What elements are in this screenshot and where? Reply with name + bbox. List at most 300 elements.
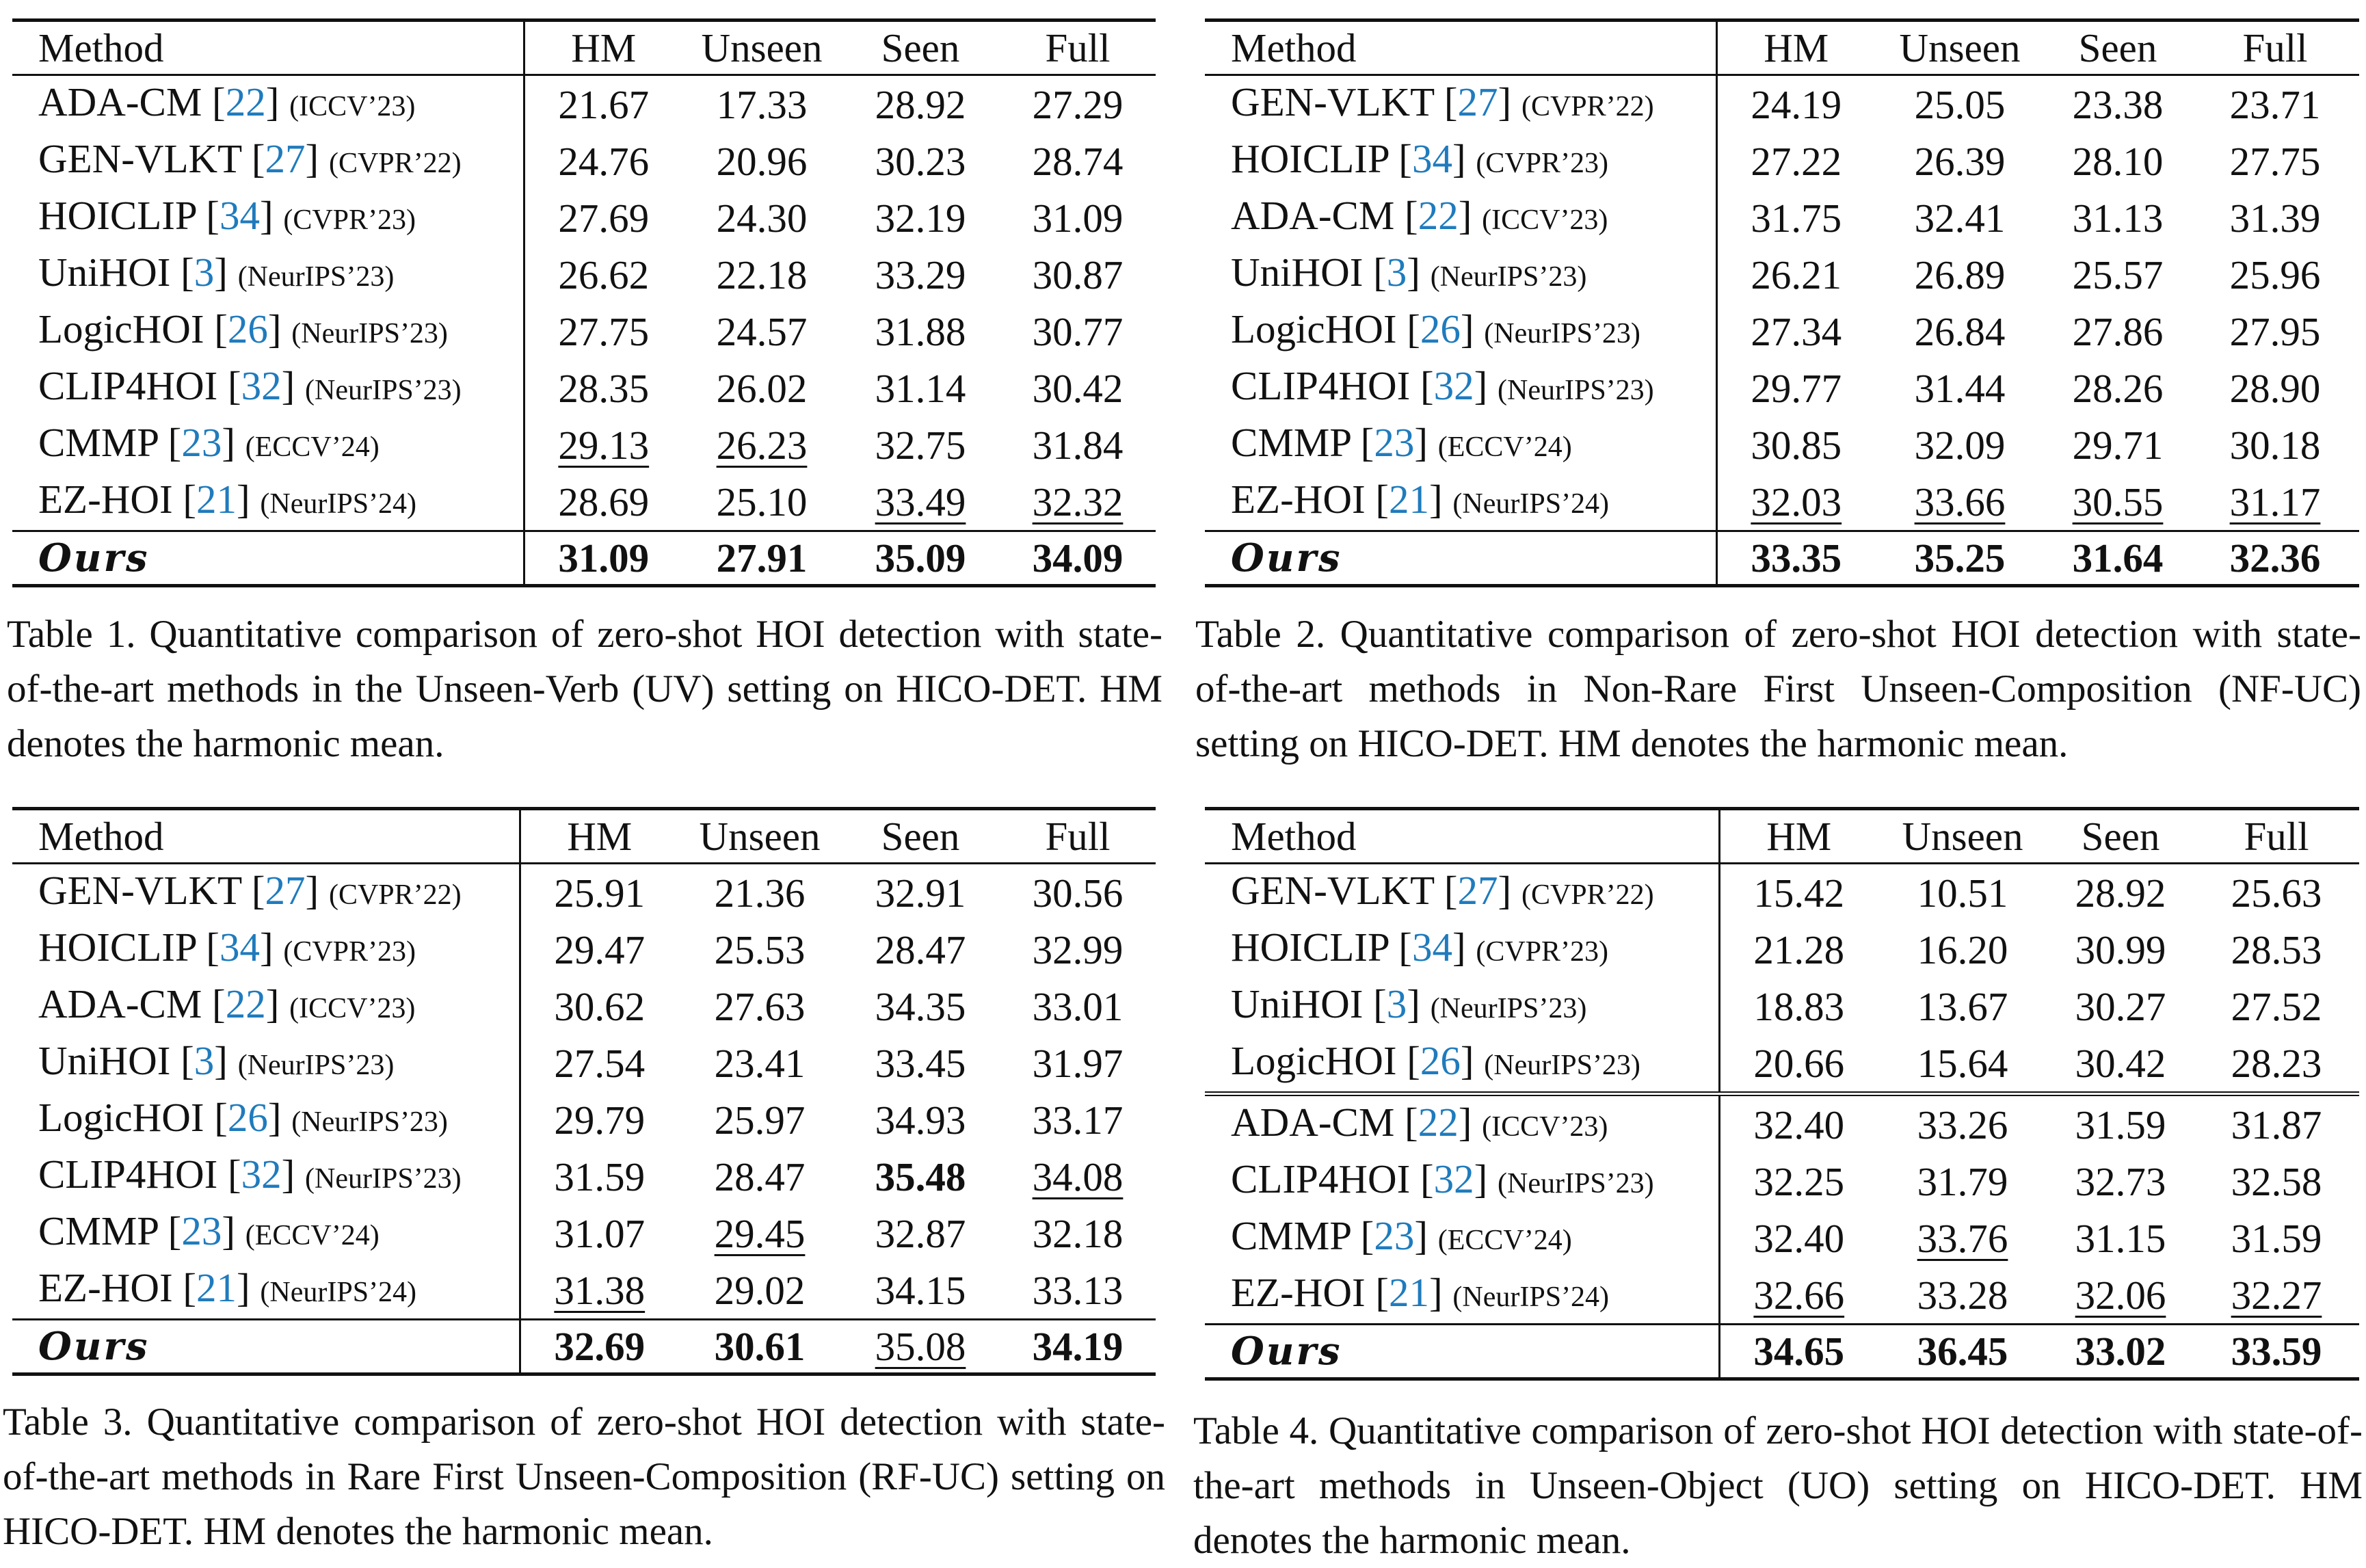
unseen-cell: 24.30	[716, 195, 808, 241]
unseen-cell: 29.02	[714, 1267, 806, 1313]
method-cell	[12, 978, 520, 1035]
method-cell	[12, 864, 520, 922]
citation-link[interactable]: [3]	[1373, 981, 1420, 1026]
method-cell	[1205, 921, 1719, 978]
table-row	[12, 1091, 1156, 1148]
col-header-unseen: Unseen	[699, 814, 821, 859]
table-row	[12, 416, 1156, 473]
method-name: ADA-CM	[1231, 1100, 1395, 1145]
table-row	[1205, 133, 2359, 189]
unseen-cell: 10.51	[1917, 870, 2008, 916]
hm-cell: 24.19	[1751, 81, 1842, 127]
method-cell	[12, 416, 524, 473]
hm-cell: 26.21	[1751, 252, 1842, 297]
citation-link[interactable]: [23]	[168, 1208, 235, 1253]
ours-row	[1205, 531, 2359, 586]
venue-label: (NeurIPS’23)	[1498, 1168, 1654, 1199]
seen-cell: 31.14	[875, 365, 966, 411]
table-row	[1205, 246, 2359, 303]
seen-cell: 34.93	[875, 1097, 966, 1143]
citation-link[interactable]: [26]	[1407, 306, 1474, 351]
citation-link[interactable]: [21]	[183, 477, 250, 522]
unseen-cell: 15.64	[1917, 1040, 2008, 1086]
full-cell: 34.09	[1032, 535, 1124, 581]
col-header-unseen: Unseen	[1902, 814, 2023, 859]
col-header-method: Method	[12, 809, 520, 864]
table-1-caption: Table 1. Quantitative comparison of zero-shot HOI detection with state-of-the-art methods in the Unseen-Verb (UV) setting on HICO-DET. HM denotes the harmonic mean.	[7, 613, 1162, 765]
hm-cell: 29.79	[554, 1097, 646, 1143]
method-name: GEN-VLKT	[1231, 79, 1435, 124]
venue-label: (ICCV’23)	[289, 993, 416, 1024]
hm-cell: 27.22	[1751, 138, 1842, 184]
hm-cell: 33.35	[1751, 535, 1842, 581]
table-row	[12, 978, 1156, 1035]
venue-label: (ECCV’24)	[1437, 431, 1572, 463]
table-row	[12, 1205, 1156, 1262]
hm-cell: 29.13	[558, 422, 650, 468]
method-cell	[12, 1035, 520, 1091]
hm-cell: 32.40	[1753, 1102, 1845, 1147]
hm-cell: 32.03	[1751, 479, 1842, 524]
unseen-cell: 28.47	[714, 1154, 806, 1199]
method-cell	[12, 921, 520, 978]
seen-cell: 35.48	[875, 1154, 966, 1199]
citation-link[interactable]: [32]	[1420, 1156, 1488, 1201]
unseen-cell: 32.41	[1914, 195, 2006, 241]
method-cell	[12, 189, 524, 246]
ours-row	[12, 531, 1156, 586]
method-name: CMMP	[1231, 1213, 1351, 1258]
table-row	[12, 1148, 1156, 1205]
col-header-seen: Seen	[881, 25, 960, 70]
hm-cell: 25.91	[554, 870, 646, 916]
venue-label: (NeurIPS’23)	[291, 1106, 448, 1138]
citation-link[interactable]: [22]	[212, 79, 280, 124]
method-name: Ours	[1205, 1325, 1719, 1379]
unseen-cell: 31.44	[1914, 365, 2006, 411]
seen-cell: 23.38	[2072, 81, 2164, 127]
method-cell	[12, 75, 524, 133]
citation-link[interactable]: [22]	[1405, 1100, 1472, 1145]
seen-cell: 28.92	[875, 81, 966, 127]
full-cell: 31.87	[2231, 1102, 2322, 1147]
full-cell: 33.01	[1032, 983, 1124, 1029]
seen-cell: 33.02	[2075, 1329, 2166, 1374]
hm-cell: 31.07	[554, 1210, 646, 1256]
seen-cell: 28.26	[2072, 365, 2164, 411]
seen-cell: 31.15	[2075, 1215, 2166, 1261]
unseen-cell: 26.23	[716, 422, 808, 468]
method-cell	[12, 473, 524, 531]
seen-cell: 28.10	[2072, 138, 2164, 184]
full-cell: 31.59	[2231, 1215, 2322, 1261]
col-header-full: Full	[1045, 814, 1111, 859]
seen-cell: 34.35	[875, 983, 966, 1029]
hm-cell: 31.38	[554, 1267, 646, 1313]
seen-cell: 32.75	[875, 422, 966, 468]
unseen-cell: 27.63	[714, 983, 806, 1029]
seen-cell: 32.91	[875, 870, 966, 916]
venue-label: (NeurIPS’23)	[1484, 318, 1640, 349]
table-row	[12, 1262, 1156, 1320]
table-row	[12, 133, 1156, 189]
col-header-unseen: Unseen	[701, 25, 823, 70]
method-cell	[1205, 1266, 1719, 1325]
table-row	[1205, 189, 2359, 246]
hm-cell: 18.83	[1753, 983, 1845, 1029]
seen-cell: 28.92	[2075, 870, 2166, 916]
unseen-cell: 17.33	[716, 81, 808, 127]
method-name: ADA-CM	[38, 981, 202, 1026]
table-row	[1205, 1153, 2359, 1210]
unseen-cell: 24.57	[716, 308, 808, 354]
unseen-cell: 16.20	[1917, 927, 2008, 972]
table-header-row	[12, 21, 1156, 75]
unseen-cell: 26.02	[716, 365, 808, 411]
citation-link[interactable]: [34]	[206, 925, 274, 970]
hm-cell: 27.54	[554, 1040, 646, 1086]
seen-cell: 31.59	[2075, 1102, 2166, 1147]
hm-cell: 21.67	[558, 81, 650, 127]
hm-cell: 20.66	[1753, 1040, 1845, 1086]
seen-cell: 30.23	[875, 138, 966, 184]
unseen-cell: 30.61	[714, 1324, 806, 1369]
seen-cell: 30.42	[2075, 1040, 2166, 1086]
full-cell: 30.18	[2229, 422, 2321, 468]
full-cell: 32.58	[2231, 1158, 2322, 1204]
unseen-cell: 36.45	[1917, 1329, 2008, 1374]
hm-cell: 31.59	[554, 1154, 646, 1199]
method-name: UniHOI	[38, 250, 171, 295]
unseen-cell: 20.96	[716, 138, 808, 184]
full-cell: 30.87	[1032, 252, 1124, 297]
method-name: EZ-HOI	[38, 477, 173, 522]
citation-link[interactable]: [32]	[227, 363, 295, 408]
citation-link[interactable]: [27]	[1444, 868, 1512, 913]
table-row	[1205, 1210, 2359, 1266]
hm-cell: 31.09	[558, 535, 650, 581]
table-row	[12, 473, 1156, 531]
venue-label: (NeurIPS’23)	[305, 1163, 462, 1195]
full-cell: 31.09	[1032, 195, 1124, 241]
method-name: HOICLIP	[1231, 925, 1389, 970]
full-cell: 32.18	[1032, 1210, 1124, 1256]
method-name: Ours	[12, 531, 524, 586]
method-cell	[12, 246, 524, 303]
method-cell	[12, 1205, 520, 1262]
hm-cell: 34.65	[1753, 1329, 1845, 1374]
col-header-full: Full	[2244, 814, 2309, 859]
venue-label: (NeurIPS’23)	[1430, 993, 1587, 1024]
citation-link[interactable]: [21]	[1375, 477, 1443, 522]
venue-label: (NeurIPS’23)	[305, 375, 462, 406]
unseen-cell: 33.26	[1917, 1102, 2008, 1147]
table-3	[12, 807, 1156, 1376]
method-cell	[1205, 246, 1716, 303]
unseen-cell: 25.10	[716, 479, 808, 524]
venue-label: (ICCV’23)	[1482, 204, 1608, 236]
table-1	[12, 18, 1156, 587]
seen-cell: 29.71	[2072, 422, 2164, 468]
table-row	[1205, 864, 2359, 922]
full-cell: 31.97	[1032, 1040, 1124, 1086]
method-name: CLIP4HOI	[1231, 1156, 1411, 1201]
hm-cell: 28.35	[558, 365, 650, 411]
hm-cell: 31.75	[1751, 195, 1842, 241]
method-name: CLIP4HOI	[38, 1152, 218, 1197]
table-header-row	[12, 809, 1156, 864]
seen-cell: 32.73	[2075, 1158, 2166, 1204]
method-cell	[1205, 303, 1716, 360]
method-name: UniHOI	[1231, 250, 1364, 295]
citation-link[interactable]: [34]	[206, 193, 274, 238]
unseen-cell: 33.28	[1917, 1272, 2008, 1318]
method-cell	[1205, 1094, 1719, 1154]
ours-row	[12, 1320, 1156, 1374]
hm-cell: 21.28	[1753, 927, 1845, 972]
method-cell	[1205, 1153, 1719, 1210]
table-row	[12, 864, 1156, 922]
seen-cell: 35.08	[875, 1324, 966, 1369]
unseen-cell: 23.41	[714, 1040, 806, 1086]
hm-cell: 27.75	[558, 308, 650, 354]
col-header-hm: HM	[1766, 814, 1832, 859]
venue-label: (CVPR’22)	[328, 148, 462, 179]
venue-label: (NeurIPS’23)	[1430, 261, 1587, 293]
unseen-cell: 32.09	[1914, 422, 2006, 468]
col-header-full: Full	[1045, 25, 1111, 70]
col-header-hm: HM	[571, 25, 637, 70]
table-header-row	[1205, 809, 2359, 864]
seen-cell: 33.45	[875, 1040, 966, 1086]
seen-cell: 33.29	[875, 252, 966, 297]
citation-link[interactable]: [32]	[227, 1152, 295, 1197]
seen-cell: 30.99	[2075, 927, 2166, 972]
table-row	[12, 921, 1156, 978]
citation-link[interactable]: [3]	[181, 1038, 228, 1083]
seen-cell: 32.19	[875, 195, 966, 241]
seen-cell: 32.87	[875, 1210, 966, 1256]
citation-link[interactable]: [22]	[212, 981, 280, 1026]
method-cell	[12, 1262, 520, 1320]
full-cell: 31.84	[1032, 422, 1124, 468]
method-cell	[1205, 1035, 1719, 1094]
venue-label: (NeurIPS’24)	[1452, 488, 1610, 520]
venue-label: (ICCV’23)	[289, 91, 416, 122]
full-cell: 28.53	[2231, 927, 2322, 972]
table-row	[1205, 1266, 2359, 1325]
full-cell: 31.17	[2229, 479, 2321, 524]
method-name: EZ-HOI	[38, 1265, 173, 1310]
full-cell: 33.59	[2231, 1329, 2322, 1374]
unseen-cell: 13.67	[1917, 983, 2008, 1029]
citation-link[interactable]: [34]	[1398, 136, 1466, 181]
citation-link[interactable]: [23]	[1360, 1213, 1428, 1258]
table-2	[1205, 18, 2359, 587]
unseen-cell: 21.36	[714, 870, 806, 916]
hm-cell: 29.47	[554, 927, 646, 972]
citation-link[interactable]: [27]	[1444, 79, 1512, 124]
method-name: CMMP	[1231, 420, 1351, 465]
full-cell: 30.56	[1032, 870, 1124, 916]
hm-cell: 32.40	[1753, 1215, 1845, 1261]
full-cell: 30.42	[1032, 365, 1124, 411]
citation-link[interactable]: [26]	[1407, 1038, 1474, 1083]
hm-cell: 32.66	[1753, 1272, 1845, 1318]
citation-link[interactable]: [21]	[1375, 1270, 1443, 1315]
full-cell: 33.13	[1032, 1267, 1124, 1313]
seen-cell: 30.27	[2075, 983, 2166, 1029]
venue-label: (ECCV’24)	[245, 431, 380, 463]
seen-cell: 28.47	[875, 927, 966, 972]
method-name: HOICLIP	[38, 193, 196, 238]
unseen-cell: 31.79	[1917, 1158, 2008, 1204]
hm-cell: 15.42	[1753, 870, 1845, 916]
venue-label: (CVPR’22)	[1521, 91, 1654, 122]
venue-label: (CVPR’23)	[283, 936, 416, 968]
seen-cell: 31.64	[2072, 535, 2164, 581]
table-row	[1205, 75, 2359, 133]
venue-label: (ECCV’24)	[245, 1220, 380, 1251]
full-cell: 31.39	[2229, 195, 2321, 241]
seen-cell: 31.13	[2072, 195, 2164, 241]
hm-cell: 26.62	[558, 252, 650, 297]
full-cell: 32.99	[1032, 927, 1124, 972]
table-row	[12, 189, 1156, 246]
seen-cell: 25.57	[2072, 252, 2164, 297]
full-cell: 28.90	[2229, 365, 2321, 411]
table-row	[12, 246, 1156, 303]
seen-cell: 30.55	[2072, 479, 2164, 524]
unseen-cell: 26.84	[1914, 308, 2006, 354]
citation-link[interactable]: [21]	[183, 1265, 250, 1310]
table-row	[1205, 1094, 2359, 1154]
citation-link[interactable]: [26]	[214, 306, 282, 351]
col-header-method: Method	[1205, 809, 1719, 864]
full-cell: 33.17	[1032, 1097, 1124, 1143]
seen-cell: 27.86	[2072, 308, 2164, 354]
method-name: Ours	[1205, 531, 1716, 586]
method-name: GEN-VLKT	[38, 136, 242, 181]
table-row	[12, 360, 1156, 416]
full-cell: 28.74	[1032, 138, 1124, 184]
col-header-hm: HM	[567, 814, 633, 859]
unseen-cell: 25.05	[1914, 81, 2006, 127]
hm-cell: 27.69	[558, 195, 650, 241]
table-header-row	[1205, 21, 2359, 75]
full-cell: 32.27	[2231, 1272, 2322, 1318]
full-cell: 25.63	[2231, 870, 2322, 916]
full-cell: 32.36	[2229, 535, 2321, 581]
hm-cell: 30.62	[554, 983, 646, 1029]
method-cell	[1205, 133, 1716, 189]
method-cell	[12, 133, 524, 189]
venue-label: (NeurIPS’24)	[260, 1277, 417, 1308]
venue-label: (NeurIPS’23)	[237, 261, 395, 293]
method-cell	[1205, 360, 1716, 416]
table-row	[1205, 360, 2359, 416]
table-row	[12, 1035, 1156, 1091]
method-name: LogicHOI	[38, 1095, 204, 1140]
venue-label: (CVPR’23)	[1476, 148, 1609, 179]
full-cell: 28.23	[2231, 1040, 2322, 1086]
venue-label: (NeurIPS’24)	[1452, 1281, 1610, 1313]
full-cell: 27.75	[2229, 138, 2321, 184]
method-name: GEN-VLKT	[1231, 868, 1435, 913]
method-name: UniHOI	[38, 1038, 171, 1083]
col-header-full: Full	[2242, 25, 2308, 70]
citation-link[interactable]: [26]	[214, 1095, 282, 1140]
citation-link[interactable]: [23]	[168, 420, 235, 465]
venue-label: (NeurIPS’23)	[237, 1050, 395, 1081]
method-name: ADA-CM	[1231, 193, 1395, 238]
citation-link[interactable]: [3]	[181, 250, 228, 295]
method-cell	[12, 303, 524, 360]
citation-link[interactable]: [34]	[1398, 925, 1466, 970]
citation-link[interactable]: [27]	[251, 136, 319, 181]
table-row	[12, 75, 1156, 133]
col-header-seen: Seen	[881, 814, 960, 859]
unseen-cell: 35.25	[1914, 535, 2006, 581]
method-cell	[1205, 864, 1719, 922]
method-cell	[1205, 75, 1716, 133]
hm-cell: 30.85	[1751, 422, 1842, 468]
table-row	[1205, 921, 2359, 978]
col-header-seen: Seen	[2078, 25, 2157, 70]
method-name: EZ-HOI	[1231, 477, 1366, 522]
table-3-caption: Table 3. Quantitative comparison of zero-shot HOI detection with state-of-the-art methods in Rare First Unseen-Composition (RF-UC) setting on HICO-DET. HM denotes the harmonic mean.	[3, 1400, 1165, 1553]
table-2-caption: Table 2. Quantitative comparison of zero-shot HOI detection with state-of-the-art methods in Non-Rare First Unseen-Composition (NF-UC) setting on HICO-DET. HM denotes the harmonic mean.	[1195, 613, 2361, 765]
method-cell	[1205, 1210, 1719, 1266]
method-cell	[1205, 978, 1719, 1035]
citation-link[interactable]: [22]	[1405, 193, 1472, 238]
citation-link[interactable]: [23]	[1360, 420, 1428, 465]
method-name: HOICLIP	[38, 925, 196, 970]
citation-link[interactable]: [3]	[1373, 250, 1420, 295]
table-row	[1205, 978, 2359, 1035]
unseen-cell: 25.97	[714, 1097, 806, 1143]
full-cell: 25.96	[2229, 252, 2321, 297]
table-4-caption: Table 4. Quantitative comparison of zero-shot HOI detection with state-of-the-art methods in Unseen-Object (UO) setting on HICO-DET. HM denotes the harmonic mean.	[1193, 1409, 2363, 1562]
venue-label: (CVPR’23)	[1476, 936, 1609, 968]
method-name: CLIP4HOI	[1231, 363, 1411, 408]
method-cell	[12, 1148, 520, 1205]
method-cell	[1205, 416, 1716, 473]
venue-label: (NeurIPS’23)	[1484, 1050, 1640, 1081]
seen-cell: 33.49	[875, 479, 966, 524]
col-header-unseen: Unseen	[1899, 25, 2021, 70]
seen-cell: 32.06	[2075, 1272, 2166, 1318]
full-cell: 32.32	[1032, 479, 1124, 524]
method-name: CLIP4HOI	[38, 363, 218, 408]
unseen-cell: 25.53	[714, 927, 806, 972]
venue-label: (CVPR’22)	[328, 879, 462, 911]
citation-link[interactable]: [32]	[1420, 363, 1488, 408]
method-name: GEN-VLKT	[38, 868, 242, 913]
seen-cell: 35.09	[875, 535, 966, 581]
method-name: Ours	[12, 1320, 520, 1374]
full-cell: 34.19	[1032, 1324, 1124, 1369]
table-row	[12, 303, 1156, 360]
method-name: EZ-HOI	[1231, 1270, 1366, 1315]
hm-cell: 32.69	[554, 1324, 646, 1369]
citation-link[interactable]: [27]	[251, 868, 319, 913]
ours-row	[1205, 1325, 2359, 1379]
unseen-cell: 26.89	[1914, 252, 2006, 297]
full-cell: 34.08	[1032, 1154, 1124, 1199]
table-row	[1205, 473, 2359, 531]
unseen-cell: 29.45	[714, 1210, 806, 1256]
